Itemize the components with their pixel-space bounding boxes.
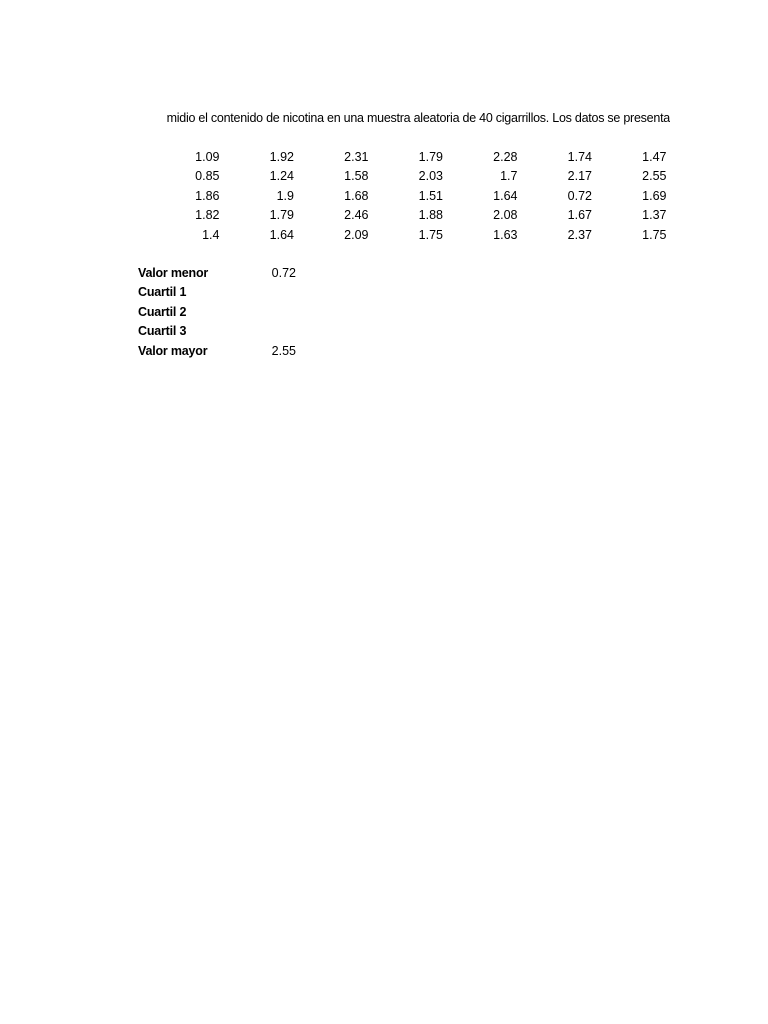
nicotine-data-table: [147, 147, 669, 245]
table-row: [147, 206, 669, 226]
data-cell: 2.37: [567, 227, 592, 242]
data-cell: 1.63: [493, 227, 518, 242]
table-row: [147, 186, 669, 206]
summary-row-valor-mayor: [138, 341, 296, 361]
summary-row-cuartil-1: [138, 283, 296, 303]
data-cell: 2.17: [567, 169, 592, 184]
table-row: [147, 225, 669, 245]
summary-label: Cuartil 2: [138, 304, 187, 319]
data-cell: 2.09: [344, 227, 369, 242]
summary-value: [258, 322, 296, 342]
data-cell: 1.82: [195, 208, 220, 223]
data-cell: 0.85: [195, 169, 220, 184]
data-cell: 2.28: [493, 149, 518, 164]
summary-value: [258, 302, 296, 322]
data-cell: 1.64: [493, 188, 518, 203]
summary-row-cuartil-2: [138, 302, 296, 322]
intro-text-cell: [138, 109, 670, 127]
data-cell: 1.69: [642, 188, 667, 203]
data-cell: 1.75: [642, 227, 667, 242]
data-cell: 1.67: [567, 208, 592, 223]
summary-label: Cuartil 3: [138, 324, 187, 339]
data-cell: 1.47: [642, 149, 667, 164]
data-cell: 1.37: [642, 208, 667, 223]
summary-label: Valor menor: [138, 265, 209, 280]
summary-table: [138, 263, 296, 361]
data-cell: 1.09: [195, 149, 220, 164]
data-cell: 1.9: [276, 188, 294, 203]
summary-value: 2.55: [271, 343, 296, 358]
data-cell: 1.79: [269, 208, 294, 223]
data-cell: 1.58: [344, 169, 369, 184]
data-cell: 1.92: [269, 149, 294, 164]
data-cell: 1.4: [202, 227, 220, 242]
data-cell: 2.08: [493, 208, 518, 223]
summary-label: Valor mayor: [138, 343, 208, 358]
data-cell: 1.74: [567, 149, 592, 164]
data-cell: 1.7: [500, 169, 518, 184]
table-row: [147, 147, 669, 167]
data-cell: 1.79: [418, 149, 443, 164]
data-cell: 2.55: [642, 169, 667, 184]
data-cell: 2.03: [418, 169, 443, 184]
data-cell: 1.88: [418, 208, 443, 223]
summary-value: 0.72: [271, 265, 296, 280]
summary-row-cuartil-3: [138, 322, 296, 342]
data-cell: 2.31: [344, 149, 369, 164]
data-cell: 1.24: [269, 169, 294, 184]
data-cell: 1.64: [269, 227, 294, 242]
data-cell: 1.86: [195, 188, 220, 203]
table-row: [147, 167, 669, 187]
data-cell: 0.72: [567, 188, 592, 203]
data-cell: 2.46: [344, 208, 369, 223]
data-cell: 1.75: [418, 227, 443, 242]
data-cell: 1.51: [418, 188, 443, 203]
summary-value: [258, 283, 296, 303]
data-cell: 1.68: [344, 188, 369, 203]
intro-text: midio el contenido de nicotina en una muestra aleatoria de 40 cigarrillos. Los datos se presenta: [166, 111, 670, 125]
summary-row-valor-menor: [138, 263, 296, 283]
summary-label: Cuartil 1: [138, 285, 187, 300]
